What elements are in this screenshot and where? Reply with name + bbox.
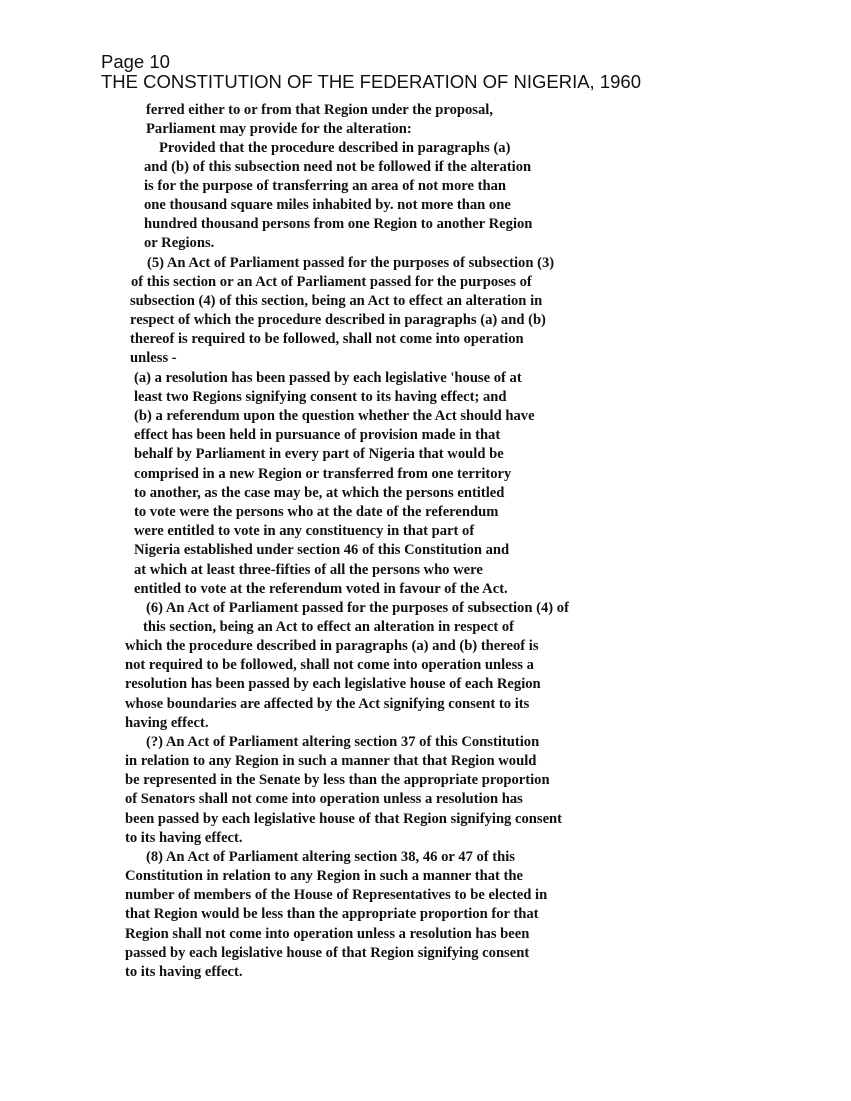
text-line: Parliament may provide for the alteration: (146, 121, 412, 137)
text-line: whose boundaries are affected by the Act signifying consent to its (125, 696, 530, 712)
text-line: entitled to vote at the referendum voted in favour of the Act. (134, 581, 508, 597)
text-line: effect has been held in pursuance of provision made in that (134, 427, 501, 443)
text-line: hundred thousand persons from one Region to another Region (144, 216, 533, 232)
text-line: thereof is required to be followed, shall not come into operation (130, 331, 524, 347)
text-line: passed by each legislative house of that Region signifying consent (125, 945, 530, 961)
text-line: resolution has been passed by each legislative house of each Region (125, 676, 541, 692)
text-line: number of members of the House of Representatives to be elected in (125, 887, 548, 903)
text-line: one thousand square miles inhabited by. not more than one (144, 197, 511, 213)
text-line: unless - (130, 350, 177, 366)
text-line: Provided that the procedure described in paragraphs (a) (159, 140, 511, 156)
text-line: to its having effect. (125, 964, 243, 980)
text-line: (5) An Act of Parliament passed for the purposes of subsection (3) (147, 255, 555, 271)
page-header (101, 52, 641, 92)
text-line: to another, as the case may be, at which the persons entitled (134, 485, 505, 501)
text-line: that Region would be less than the appropriate proportion for that (125, 906, 539, 922)
text-line: ferred either to or from that Region under the proposal, (146, 102, 493, 118)
text-line: Nigeria established under section 46 of this Constitution and (134, 542, 510, 558)
text-line: comprised in a new Region or transferred from one territory (134, 466, 512, 482)
text-line: (6) An Act of Parliament passed for the purposes of subsection (4) of (146, 600, 569, 616)
text-line: Constitution in relation to any Region in such a manner that the (125, 868, 523, 884)
text-line: been passed by each legislative house of that Region signifying consent (125, 811, 563, 827)
text-line: were entitled to vote in any constituency in that part of (134, 523, 475, 539)
text-line: of Senators shall not come into operation unless a resolution has (125, 791, 523, 807)
text-line: subsection (4) of this section, being an Act to effect an alteration in (130, 293, 543, 309)
text-line: and (b) of this subsection need not be followed if the alteration (144, 159, 532, 175)
text-line: be represented in the Senate by less than the appropriate proportion (125, 772, 550, 788)
text-line: of this section or an Act of Parliament passed for the purposes of (131, 274, 532, 290)
text-line: least two Regions signifying consent to its having effect; and (134, 389, 507, 405)
text-line: is for the purpose of transferring an area of not more than (144, 178, 506, 194)
text-line: or Regions. (144, 235, 215, 251)
text-line: (?) An Act of Parliament altering section 37 of this Constitution (146, 734, 540, 750)
text-line: to vote were the persons who at the date of the referendum (134, 504, 499, 520)
text-line: respect of which the procedure described in paragraphs (a) and (b) (130, 312, 546, 328)
text-line: at which at least three-fifties of all the persons who were (134, 562, 483, 578)
text-line: which the procedure described in paragraphs (a) and (b) thereof is (125, 638, 539, 654)
text-line: not required to be followed, shall not come into operation unless a (125, 657, 534, 673)
page-number: Page 10 (101, 51, 170, 72)
text-line: (b) a referendum upon the question whether the Act should have (134, 408, 535, 424)
text-line: in relation to any Region in such a manner that that Region would (125, 753, 537, 769)
text-line: behalf by Parliament in every part of Nigeria that would be (134, 446, 504, 462)
text-line: Region shall not come into operation unless a resolution has been (125, 926, 530, 942)
text-line: (8) An Act of Parliament altering section 38, 46 or 47 of this (146, 849, 515, 865)
text-line: to its having effect. (125, 830, 243, 846)
document-title: THE CONSTITUTION OF THE FEDERATION OF NIGERIA, 1960 (101, 71, 641, 92)
text-line: this section, being an Act to effect an alteration in respect of (143, 619, 515, 635)
text-line: having effect. (125, 715, 209, 731)
text-line: (a) a resolution has been passed by each legislative 'house of at (134, 370, 522, 386)
